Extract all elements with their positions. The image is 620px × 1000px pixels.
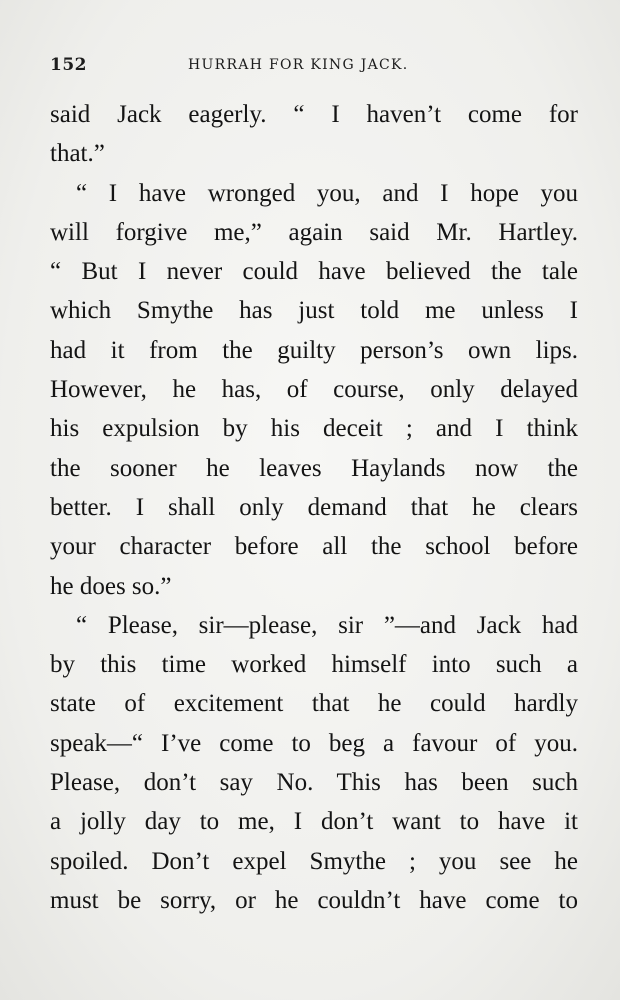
text-line: spoiled. Don’t expel Smythe ; you see he — [50, 847, 578, 875]
running-title: HURRAH FOR KING JACK. — [188, 57, 409, 73]
text-line: had it from the guilty person’s own lips. — [50, 336, 578, 364]
text-line: Please, don’t say No. This has been such — [50, 769, 578, 797]
page-number: 152 — [50, 55, 87, 75]
text-line: which Smythe has just told me unless I — [50, 297, 578, 325]
text-line: “ I have wronged you, and I hope you — [76, 179, 578, 207]
text-line: that.” — [50, 140, 105, 168]
text-line: state of excitement that he could hardly — [50, 690, 578, 718]
text-line: must be sorry, or he couldn’t have come to — [50, 886, 578, 914]
text-line: by this time worked himself into such a — [50, 651, 578, 679]
text-line: his expulsion by his deceit ; and I think — [50, 415, 578, 443]
text-line: your character before all the school before — [50, 533, 578, 561]
page-header — [50, 55, 578, 83]
body-text — [50, 95, 578, 920]
text-line: However, he has, of course, only delayed — [50, 376, 578, 404]
text-line: the sooner he leaves Haylands now the — [50, 454, 578, 482]
text-line: he does so.” — [50, 572, 172, 600]
text-line: will forgive me,” again said Mr. Hartley. — [50, 218, 578, 246]
text-line: speak—“ I’ve come to beg a favour of you. — [50, 729, 578, 757]
text-line: better. I shall only demand that he clears — [50, 493, 578, 521]
text-line: a jolly day to me, I don’t want to have it — [50, 808, 578, 836]
text-line: “ But I never could have believed the tale — [50, 258, 578, 286]
text-line: said Jack eagerly. “ I haven’t come for — [50, 101, 578, 128]
text-line: “ Please, sir—please, sir ”—and Jack had — [76, 611, 578, 639]
